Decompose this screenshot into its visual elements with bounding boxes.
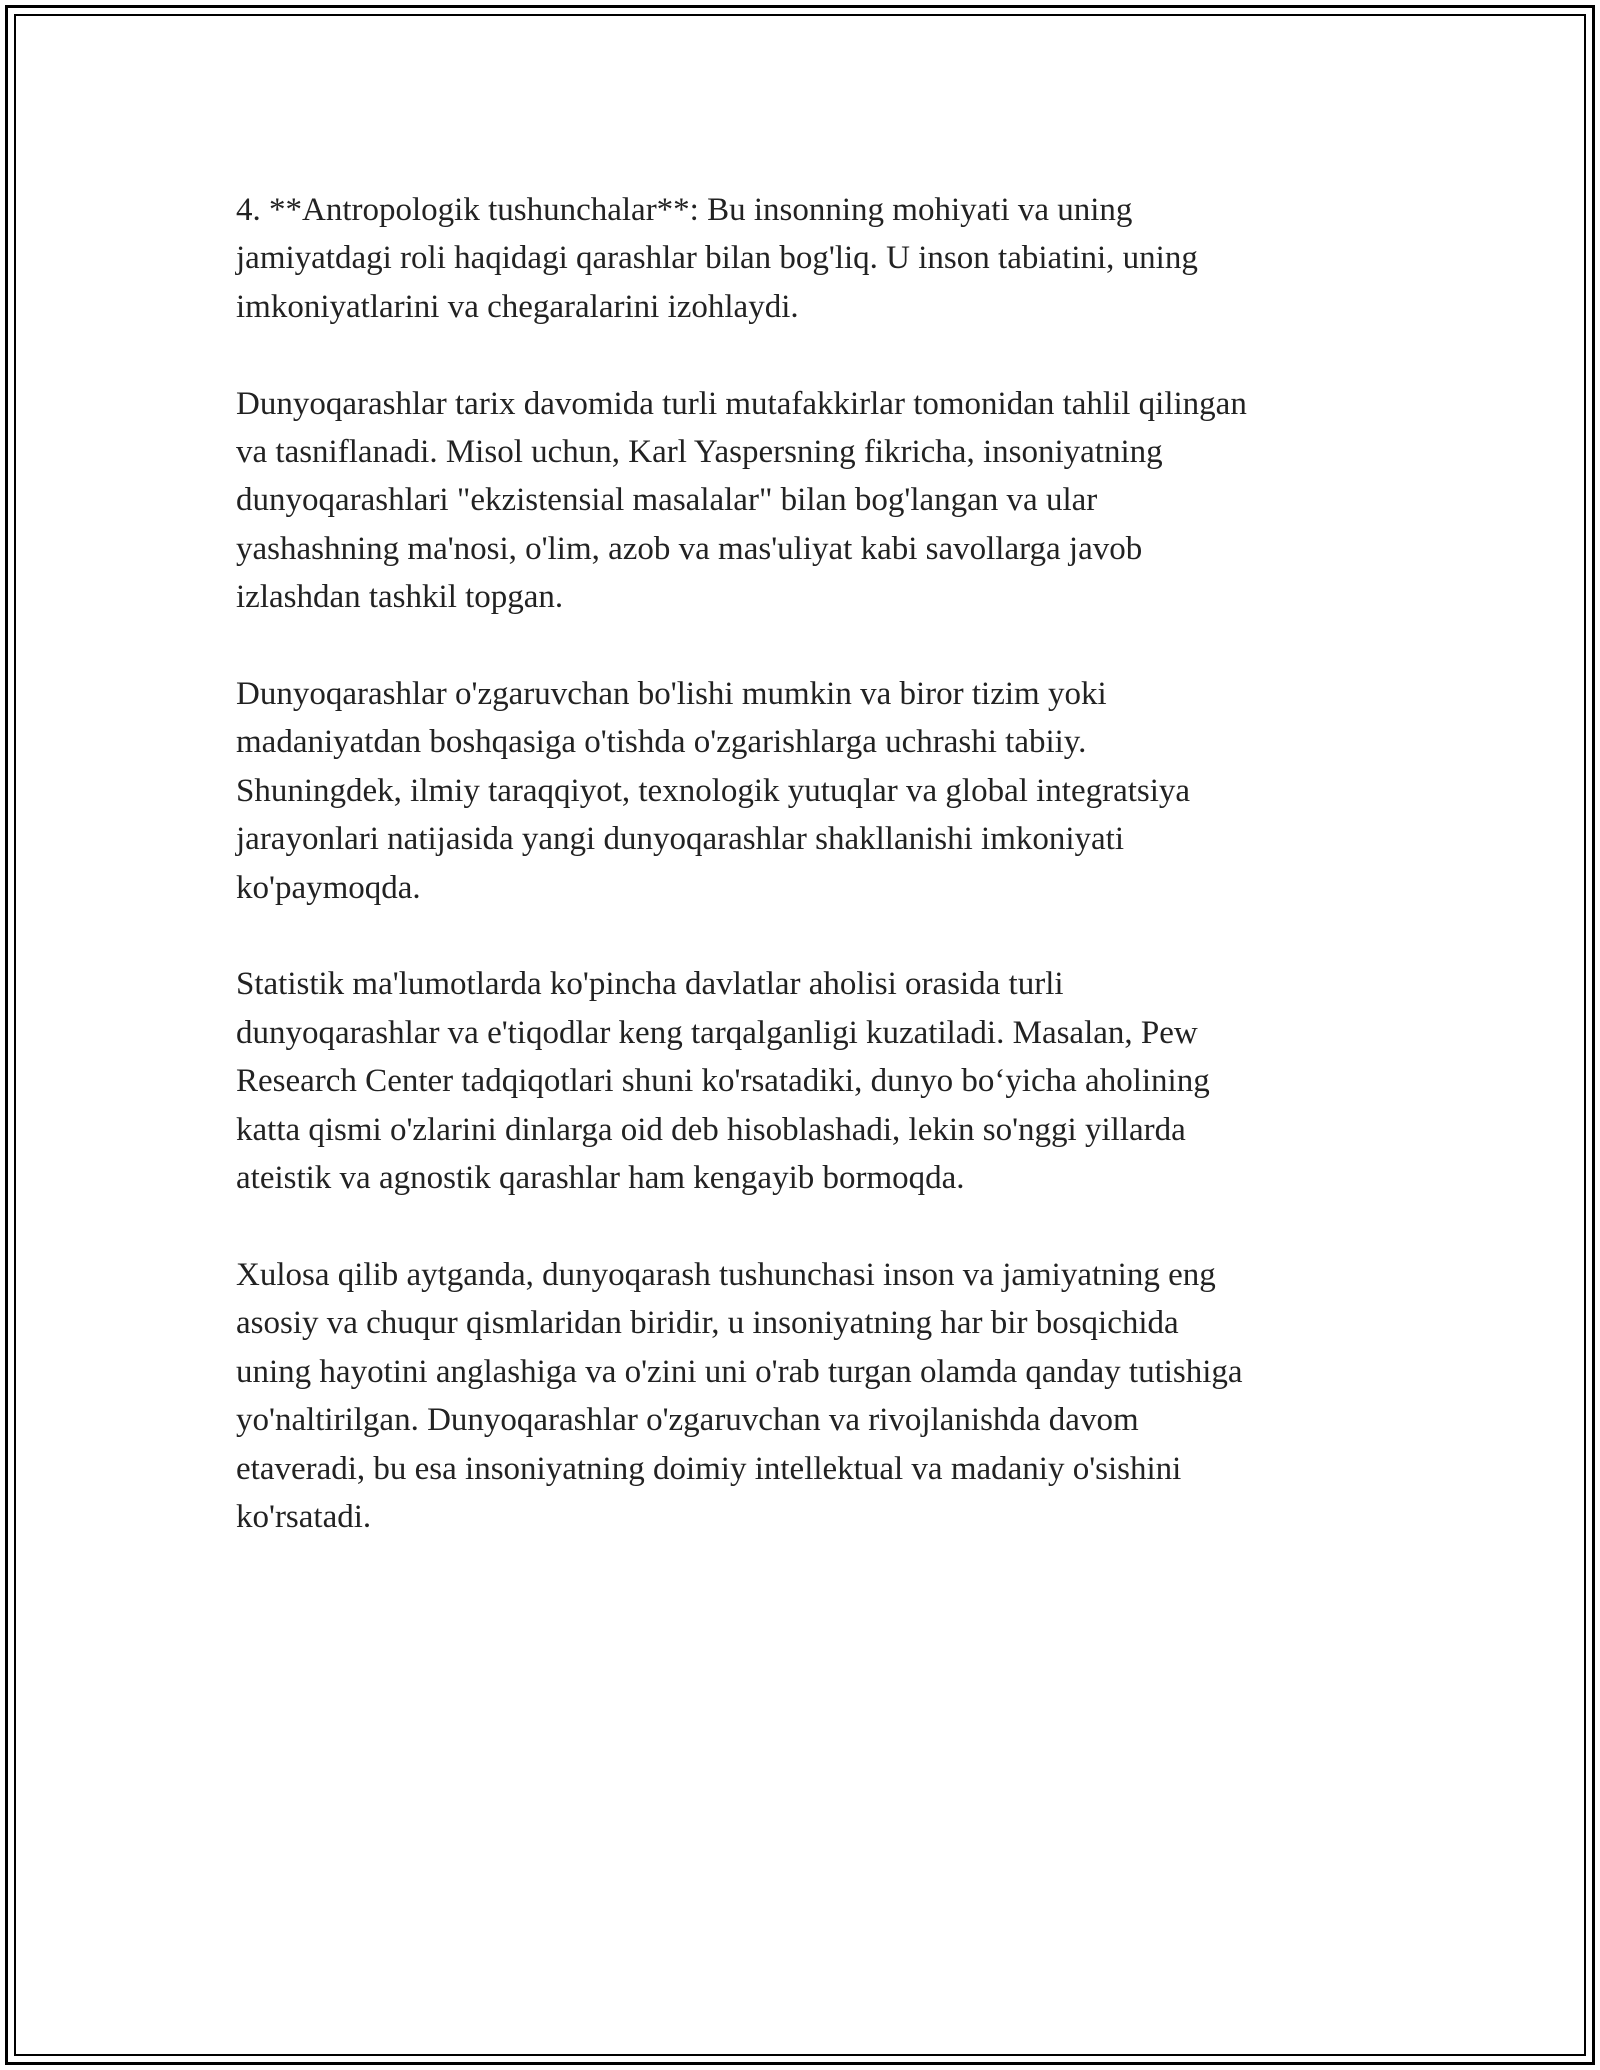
paragraph-statistics: Statistik ma'lumotlarda ko'pincha davlatlar aholisi orasida turli dunyoqarashlar va e'tiqodlar keng tarqalganligi kuzatiladi. Masalan, Pew Research Center tadqiqotlari shuni ko'rsatadiki, dunyo bo‘yicha aholining katta qismi o'zlarini dinlarga oid deb hisoblashadi, lekin so'nggi yillarda ateistik va agnostik qarashlar ham kengayib bormoqda. [236, 966, 1210, 1197]
paragraph-conclusion: Xulosa qilib aytganda, dunyoqarash tushunchasi inson va jamiyatning eng asosiy va chuqur qismlaridan biridir, u insoniyatning har bir bosqichida uning hayotini anglashiga va o'zini uni o'rab turgan olamda qanday tutishiga yo'naltirilgan. Dunyoqarashlar o'zgaruvchan va rivojlanishda davom etaveradi, bu esa insoniyatning doimiy intellektual va madaniy o'sishini ko'rsatadi. [236, 1256, 1243, 1535]
paragraph-changing-worldviews: Dunyoqarashlar o'zgaruvchan bo'lishi mumkin va biror tizim yoki madaniyatdan boshqasiga o'tishda o'zgarishlarga uchrashi tabiiy. Shuningdek, ilmiy taraqqiyot, texnologik yutuqlar va global integratsiya jarayonlari natijasida yangi dunyoqarashlar shakllanishi imkoniyati ko'paymoqda. [236, 676, 1191, 906]
paragraph-historical-analysis: Dunyoqarashlar tarix davomida turli mutafakkirlar tomonidan tahlil qilingan va tasniflanadi. Misol uchun, Karl Yaspersning fikricha, insoniyatning dunyoqarashlari "ekzistensial masalalar" bilan bog'langan va ular yashashning ma'nosi, o'lim, azob va mas'uliyat kabi savollarga javob izlashdan tashkil topgan. [236, 385, 1247, 616]
document-body [236, 186, 1376, 1590]
paragraph-anthropological-concepts: 4. **Antropologik tushunchalar**: Bu insonning mohiyati va uning jamiyatdagi roli haqidagi qarashlar bilan bog'liq. U inson tabiatini, uning imkoniyatlarini va chegaralarini izohlaydi. [236, 192, 1198, 325]
